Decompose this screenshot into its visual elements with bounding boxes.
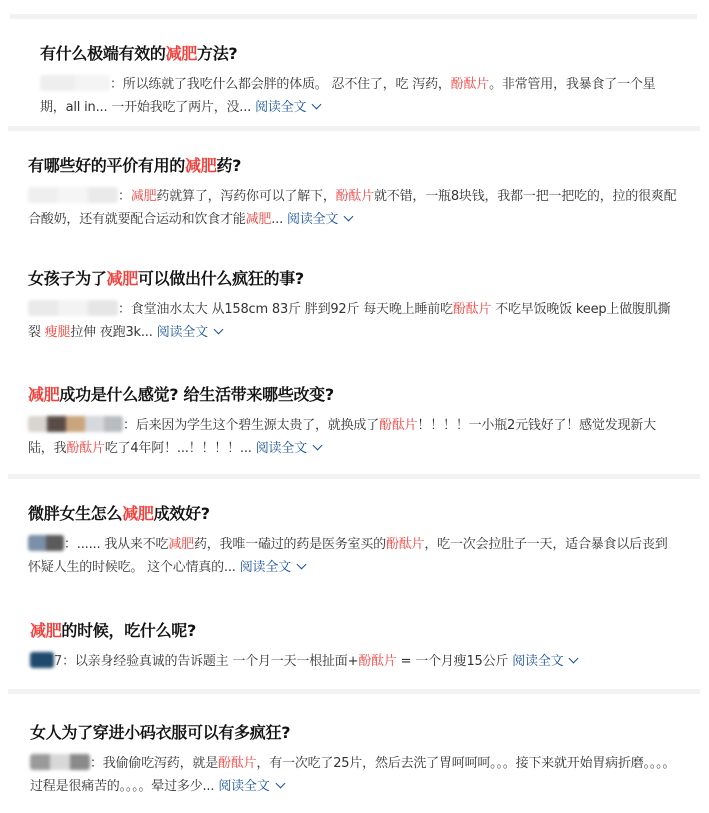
result-title[interactable] — [28, 268, 678, 290]
highlighted-keyword: 酚酞片 — [218, 756, 257, 771]
search-result-card[interactable] — [8, 689, 700, 803]
search-result-card[interactable] — [8, 360, 700, 466]
read-full-text-label: 阅读全文 — [255, 100, 307, 115]
highlighted-keyword: 减肥 — [28, 385, 60, 404]
excerpt-text: ： — [118, 189, 131, 204]
search-result-card[interactable] — [10, 14, 697, 118]
read-full-text-link[interactable] — [240, 560, 305, 575]
result-title[interactable] — [28, 155, 678, 177]
author-name-blurred[interactable] — [30, 652, 54, 668]
chevron-down-icon — [569, 654, 579, 664]
excerpt-text: ，吃一次会拉肚子一天，适合暴食以后丧到怀疑人生的时候吃。 这个心情真的... — [28, 537, 668, 575]
author-name-blurred[interactable] — [30, 754, 90, 770]
read-full-text-link[interactable] — [512, 654, 577, 669]
excerpt-text: 吃了4年阿！...！！！！... — [104, 441, 252, 456]
excerpt-text: ：以亲身经验真诚的告诉题主 一个月一天一根扯面+ — [62, 654, 359, 669]
search-result-card[interactable] — [8, 126, 700, 236]
read-full-text-link[interactable] — [157, 325, 222, 340]
excerpt-text: 药，我唯一磕过的药是医务室买的 — [193, 537, 386, 552]
highlighted-keyword: 减肥 — [106, 269, 138, 288]
result-excerpt — [30, 752, 678, 798]
result-excerpt — [28, 414, 678, 460]
result-title[interactable] — [40, 43, 675, 65]
result-excerpt — [30, 650, 678, 673]
title-text: 成效好? — [153, 504, 210, 523]
excerpt-text: ... — [271, 212, 284, 227]
read-full-text-label: 阅读全文 — [156, 325, 208, 340]
author-name-suffix: 7 — [54, 654, 63, 669]
highlighted-keyword: 酚酞片 — [450, 77, 490, 92]
highlighted-keyword: 减肥 — [245, 212, 272, 227]
highlighted-keyword: 酚酞片 — [379, 418, 418, 433]
chevron-down-icon — [312, 100, 322, 110]
read-full-text-label: 阅读全文 — [255, 441, 307, 456]
chevron-down-icon — [275, 779, 285, 789]
highlighted-keyword: 酚酞片 — [66, 441, 105, 456]
search-result-card[interactable] — [8, 598, 700, 682]
result-title[interactable] — [30, 722, 678, 744]
title-text: 有什么极端有效的 — [40, 44, 166, 63]
author-name-blurred[interactable] — [28, 416, 123, 432]
excerpt-text: ：我偷偷吃泻药，就是 — [90, 756, 219, 771]
result-title[interactable] — [28, 503, 678, 525]
highlighted-keyword: 减肥 — [168, 537, 194, 552]
excerpt-text: ：食堂油水太大 从158cm 83斤 胖到92斤 每天晚上睡前吃 — [118, 302, 453, 317]
read-full-text-label: 阅读全文 — [239, 560, 291, 575]
excerpt-text: ：所以练就了我吃什么都会胖的体质。 忍不住了，吃 泻药， — [110, 77, 451, 92]
excerpt-text: ：后来因为学生这个碧生源太贵了，就换成了 — [123, 418, 380, 433]
highlighted-keyword: 瘦腿 — [44, 325, 71, 340]
read-full-text-link[interactable] — [218, 779, 283, 794]
author-name-blurred[interactable] — [28, 187, 118, 203]
result-excerpt — [40, 73, 675, 119]
result-excerpt — [28, 533, 678, 579]
highlighted-keyword: 减肥 — [30, 621, 62, 640]
author-name-blurred[interactable] — [28, 535, 64, 551]
highlighted-keyword: 减肥 — [185, 156, 217, 175]
read-full-text-label: 阅读全文 — [512, 654, 564, 669]
title-text: 女孩子为了 — [28, 269, 107, 288]
read-full-text-link[interactable] — [256, 441, 321, 456]
search-result-card[interactable] — [8, 474, 700, 586]
excerpt-text: 拉伸 夜跑3k... — [70, 325, 153, 340]
chevron-down-icon — [296, 560, 306, 570]
highlighted-keyword: 酚酞片 — [335, 189, 375, 204]
title-text: 药? — [216, 156, 242, 175]
excerpt-text: 。非常管用，我暴食了一个星期，all in... 一开始我吃了两片，没... — [40, 77, 656, 115]
title-text: 方法? — [197, 44, 238, 63]
excerpt-text: ：...... 我从来不吃 — [64, 537, 169, 552]
chevron-down-icon — [213, 325, 223, 335]
title-text: 成功是什么感觉? 给生活带来哪些改变? — [59, 385, 334, 404]
result-excerpt — [28, 298, 678, 344]
read-full-text-link[interactable] — [255, 100, 320, 115]
title-text: 微胖女生怎么 — [28, 504, 123, 523]
result-title[interactable] — [30, 620, 678, 642]
title-text: 有哪些好的平价有用的 — [28, 156, 186, 175]
result-title[interactable] — [28, 384, 678, 406]
search-result-card[interactable] — [8, 246, 700, 352]
excerpt-text: ，有一次吃了25片，然后去洗了胃呵呵呵。。。接下来就开始胃病折磨。。。。过程是很痛苦的。。。。晕过多少... — [30, 756, 676, 794]
excerpt-text: 就不错，一瓶8块钱，我都一把一把吃的，拉的很爽配合酸奶，还有就要配合运动和饮食才能 — [28, 189, 677, 227]
highlighted-keyword: 减肥 — [130, 189, 157, 204]
excerpt-text: 不吃早饭晚饭 keep上做腹肌撕裂 — [28, 302, 671, 340]
read-full-text-label: 阅读全文 — [218, 779, 270, 794]
title-text: 女人为了穿进小码衣服可以有多疯狂? — [30, 723, 291, 742]
excerpt-text: 药就算了，泻药你可以了解下， — [156, 189, 336, 204]
read-full-text-link[interactable] — [287, 212, 352, 227]
highlighted-keyword: 酚酞片 — [358, 654, 397, 669]
excerpt-text: ！！！！一小瓶2元钱好了！感觉发现新大陆，我 — [28, 418, 656, 456]
highlighted-keyword: 减肥 — [165, 44, 198, 63]
title-text: 可以做出什么疯狂的事? — [137, 269, 304, 288]
excerpt-text: = 一个月瘦15公斤 — [396, 654, 509, 669]
author-name-blurred[interactable] — [28, 300, 118, 316]
author-name-blurred[interactable] — [40, 75, 110, 91]
title-text: 的时候，吃什么呢? — [61, 621, 196, 640]
highlighted-keyword: 减肥 — [122, 504, 154, 523]
highlighted-keyword: 酚酞片 — [385, 537, 425, 552]
highlighted-keyword: 酚酞片 — [452, 302, 492, 317]
chevron-down-icon — [344, 212, 354, 222]
chevron-down-icon — [312, 441, 322, 451]
read-full-text-label: 阅读全文 — [287, 212, 339, 227]
result-excerpt — [28, 185, 678, 231]
